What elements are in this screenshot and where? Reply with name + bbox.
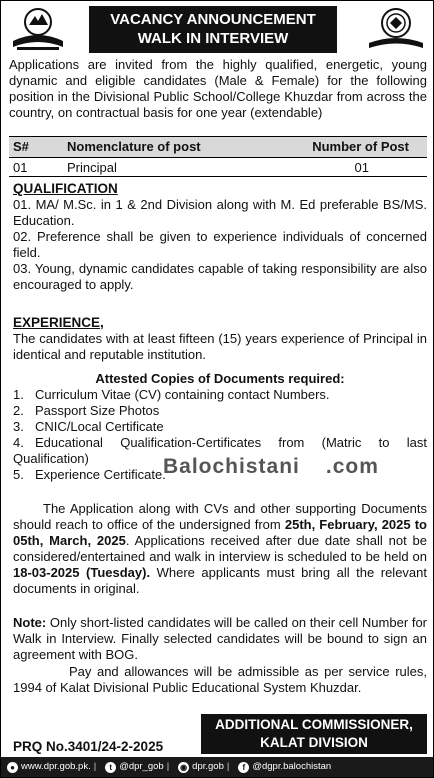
footer-bar <box>1 757 433 777</box>
application-paragraph: The Application along with CVs and other supporting Documents should reach to office of the undersigned from 25th, February, 2025 to 05th, March, 2025. Applications received after due date shall not be considered/entertained and walk in interview is scheduled to be held on 18-03-2025 (Tuesday). Where applicants must bring all the relevant documents in original. <box>13 501 428 596</box>
column-header-nomenclature: Nomenclature of post <box>67 139 201 154</box>
divider: | <box>93 761 97 772</box>
watermark: Balochistani .com <box>163 455 379 478</box>
header-banner <box>89 6 337 53</box>
header-title-line2: WALK IN INTERVIEW <box>137 30 289 47</box>
cell-post-name: Principal <box>67 160 117 175</box>
divider: | <box>226 761 230 772</box>
note-label: Note: <box>13 615 47 630</box>
column-header-sno: S# <box>13 139 29 154</box>
posts-table-header <box>9 136 427 158</box>
table-row <box>9 158 427 177</box>
globe-icon: ● <box>7 762 18 773</box>
interview-date: 18-03-2025 (Tuesday). <box>13 565 151 580</box>
column-header-number: Number of Post <box>312 139 409 154</box>
experience-title: EXPERIENCE, <box>13 315 104 330</box>
balochistan-emblem-logo <box>7 5 69 53</box>
facebook-icon: f <box>238 762 249 773</box>
divider: | <box>166 761 170 772</box>
signature-line1: ADDITIONAL COMMISSIONER, <box>215 717 413 732</box>
qualification-item: 03. Young, dynamic candidates capable of taking responsibility are also encouraged to apply. <box>13 261 427 292</box>
cell-post-count: 01 <box>354 160 369 175</box>
cell-sno: 01 <box>13 160 28 175</box>
documents-title: Attested Copies of Documents required: <box>95 371 345 386</box>
qualification-item: 01. MA/ M.Sc. in 1 & 2nd Division along with M. Ed preferable BS/MS. Education. <box>13 197 427 228</box>
pay-paragraph: Pay and allowances will be admissible as per service rules, 1994 of Kalat Divisional Public Educational System Khuzdar. <box>13 664 427 695</box>
header-title-line1: VACANCY ANNOUNCEMENT <box>110 11 316 28</box>
qualification-item: 02. Preference shall be given to experience individuals of concerned field. <box>13 229 427 260</box>
qualification-title: QUALIFICATION <box>13 181 118 196</box>
experience-section <box>13 315 427 363</box>
list-item: 1. Curriculum Vitae (CV) containing contact Numbers. <box>13 387 330 402</box>
signature-block <box>201 714 427 754</box>
twitter-link[interactable]: t @dpr_gob <box>105 757 164 777</box>
website-link[interactable]: ● www.dpr.gob.pk. <box>7 757 91 777</box>
list-item: 2. Passport Size Photos <box>13 403 160 418</box>
list-item: 4. Educational Qualification-Certificates from (Matric to last Qualification) <box>13 435 427 466</box>
experience-text: The candidates with at least fifteen (15) years experience of Principal in identical and reputable institution. <box>13 331 427 362</box>
list-item: 5. Experience Certificate. <box>13 467 166 482</box>
application-date-range: 25th, February, 2025 to 05th, March, 2025 <box>13 517 427 548</box>
signature-line2: KALAT DIVISION <box>260 735 368 750</box>
intro-paragraph: Applications are invited from the highly qualified, energetic, young dynamic and eligible candidates (Male & Female) for the following position in the Divisional Public School/College Khuzdar from across the country, on contractual basis for one year (extendable) <box>9 57 427 120</box>
qualification-section <box>13 181 427 293</box>
twitter-icon: t <box>105 762 116 773</box>
note-paragraph: Note: Only short-listed candidates will be called on their cell Number for Walk in Interview. Finally selected candidates will be bound to sign an agreement with BOG. <box>13 615 427 662</box>
prq-number: PRQ No.3401/24-2-2025 <box>13 739 164 754</box>
list-item: 3. CNIC/Local Certificate <box>13 419 164 434</box>
school-system-logo <box>365 5 427 53</box>
facebook-link[interactable]: f @dgpr.balochistan <box>238 757 331 777</box>
instagram-icon: ◉ <box>178 762 189 773</box>
instagram-link[interactable]: ◉ dpr.gob <box>180 761 224 772</box>
